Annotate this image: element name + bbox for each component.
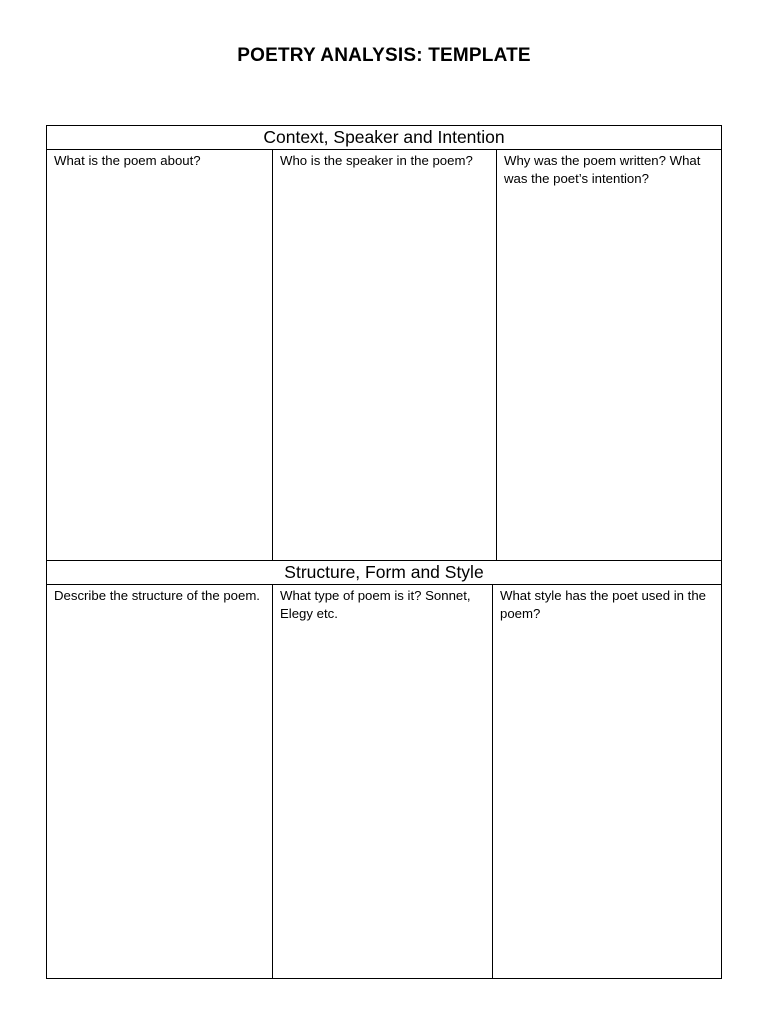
answer-cell-speaker[interactable] [272, 150, 496, 560]
analysis-table [46, 125, 722, 979]
section-heading: Context, Speaker and Intention [47, 126, 721, 150]
answer-cell-intention[interactable] [496, 150, 721, 560]
section-context-speaker-intention [47, 126, 721, 560]
page-title: POETRY ANALYSIS: TEMPLATE [237, 45, 531, 66]
section-structure-form-style [47, 560, 721, 978]
cell-prompt: What type of poem is it? Sonnet, Elegy etc. [280, 588, 471, 621]
cell-prompt: Who is the speaker in the poem? [280, 153, 473, 168]
answer-cell-poem-type[interactable] [272, 585, 492, 978]
answer-cell-poem-about[interactable] [47, 150, 272, 560]
cell-prompt: Why was the poem written? What was the poet’s intention? [504, 153, 701, 186]
cell-prompt: Describe the structure of the poem. [54, 588, 260, 603]
section-heading: Structure, Form and Style [47, 561, 721, 585]
cell-prompt: What style has the poet used in the poem? [500, 588, 706, 621]
answer-cell-structure[interactable] [47, 585, 272, 978]
answer-cell-style[interactable] [492, 585, 721, 978]
cell-prompt: What is the poem about? [54, 153, 201, 168]
